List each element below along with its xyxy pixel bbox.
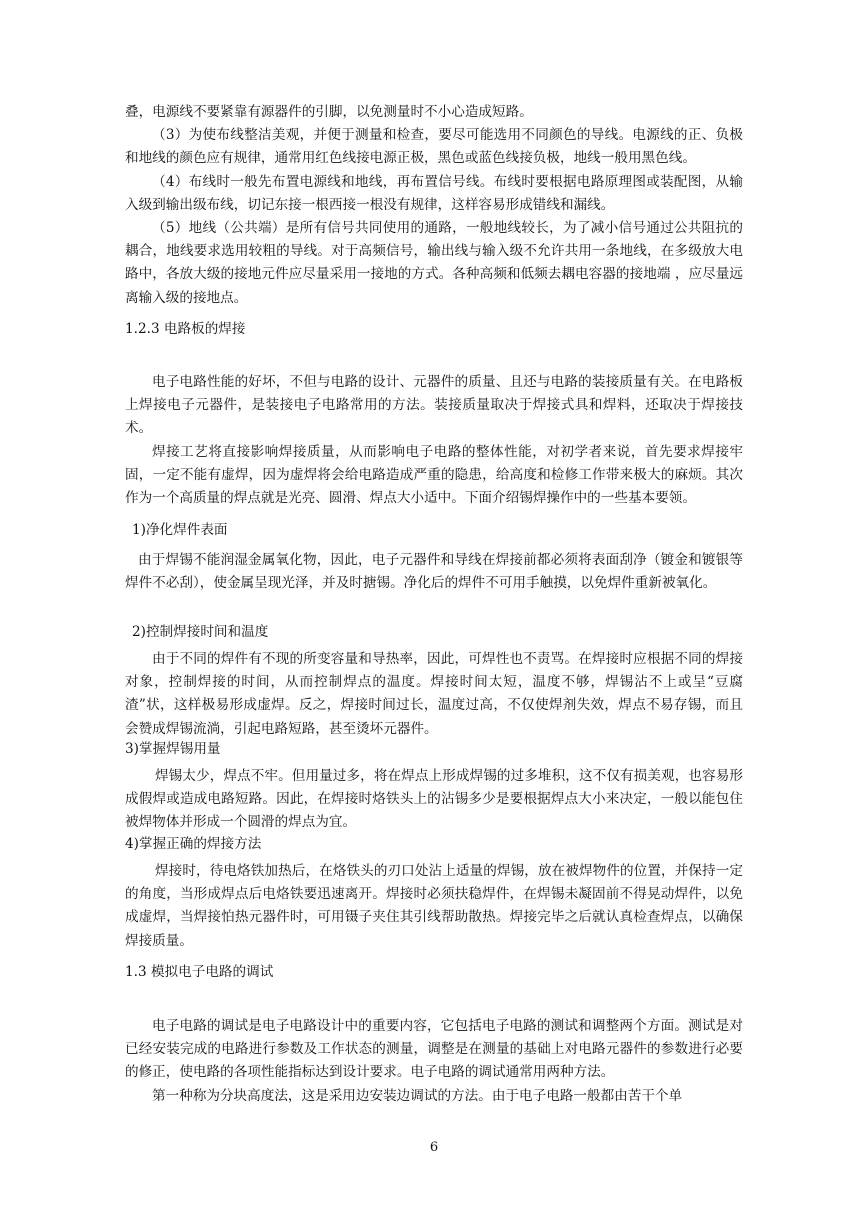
soldering-intro-paragraph-1: 电子电路性能的好坏，不但与电路的设计、元器件的质量、且还与电路的装接质量有关。在电路板上焊接电子元器件，是装接电子电路常用的方法。装接质量取决于焊接式具和焊料，还取决于焊接技术。 — [125, 374, 743, 437]
paragraph-item-5: （5）地线（公共端）是所有信号共同使用的通路，一般地线较长，为了减小信号通过公共阻抗的耦合，地线要求选用较粗的导线。对于高频信号，输出线与输入级不允许共用一条地线，在多级放大电路中，各放大级的接地元件应尽量采用一接地的方式。各种高频和低频去耦电容器的接地端 ，应尽量远离输入级的接地点。 — [125, 220, 743, 306]
correct-method-text — [125, 860, 743, 953]
subheading-solder-amount: 3)掌握焊锡用量 — [125, 741, 221, 757]
wiring-paragraphs — [125, 101, 743, 310]
correct-method-paragraph: 焊接时，待电烙铁加热后，在烙铁头的刃口处沾上适量的焊锡，放在被焊物件的位置，并保持一定的角度，当形成焊点后电烙铁要迅速离开。焊接时必须扶稳焊件，在焊锡未凝固前不得晃动焊件，以免成虚焊，当焊接怕热元器件时，可用镊子夹住其引线帮助散热。焊接完毕之后就认真检查焊点，以确保焊接质量。 — [125, 863, 743, 949]
subheading-clean-surface: 1)净化焊件表面 — [132, 522, 228, 538]
clean-surface-text — [125, 549, 743, 595]
debugging-paragraph-1: 电子电路的调试是电子电路设计中的重要内容，它包括电子电路的测试和调整两个方面。测试是对已经安装完成的电路进行参数及工作状态的测量，调整是在测量的基础上对电路元器件的参数进行必要的修正，使电路的各项性能指标达到设计要求。电子电路的调试通常用两种方法。 — [125, 1018, 743, 1081]
debugging-paragraph-2: 第一种称为分块高度法，这是采用边安装边调试的方法。由于电子电路一般都由苦干个单 — [152, 1087, 683, 1104]
subheading-correct-method: 4)掌握正确的焊接方法 — [125, 836, 262, 852]
paragraph-item-3: （3）为使布线整洁美观，并便于测量和检查，要尽可能选用不同颜色的导线。电源线的正、负极和地线的颜色应有规律，通常用红色线接电源正极，黑色或蓝色线接负极，地线一般用黑色线。 — [125, 127, 743, 167]
time-temperature-text — [125, 648, 743, 741]
section-heading-1-3: 1.3 模拟电子电路的调试 — [125, 964, 274, 980]
soldering-intro-paragraph-2: 焊接工艺将直接影响焊接质量，从而影响电子电路的整体性能，对初学者来说，首先要求焊接牢固，一定不能有虚焊，因为虚焊将会给电路造成严重的隐患，给高度和检修工作带来极大的麻烦。其次作为一个高质量的焊点就是光亮、圆滑、焊点大小适中。下面介绍锡焊操作中的一些基本要领。 — [125, 443, 743, 507]
debugging-text — [125, 1015, 743, 1108]
clean-surface-paragraph: 由于焊锡不能润湿金属氧化物，因此，电子元器件和导线在焊接前都必须将表面刮净（镀金和镀银等焊件不必刮），使金属呈现光泽，并及时搪锡。净化后的焊件不可用手触摸，以免焊件重新被氧化。 — [125, 552, 743, 592]
subheading-time-temperature: 2)控制焊接时间和温度 — [132, 624, 269, 640]
solder-amount-paragraph: 焊锡太少，焊点不牢。但用量过多，将在焊点上形成焊锡的过多堆积，这不仅有损美观，也容易形成假焊或造成电路短路。因此，在焊接时烙铁头上的沾锡多少是要根据焊点大小来决定，一般以能包住被焊物体并形成一个圆滑的焊点为宜。 — [125, 768, 743, 831]
solder-amount-text — [125, 765, 743, 835]
paragraph-item-4: （4）布线时一般先布置电源线和地线，再布置信号线。布线时要根据电路原理图或装配图，从输入级到输出级布线，切记东接一根西接一根没有规律，这样容易形成错线和漏线。 — [125, 173, 743, 213]
page-number: 6 — [429, 1140, 439, 1155]
time-temperature-paragraph: 由于不同的焊件有不现的所变容量和导热率，因此，可焊性也不责骂。在焊接时应根据不同的焊接对象，控制焊接的时间，从而控制焊点的温度。焊接时间太短，温度不够，焊锡沾不上或呈“豆腐渣”状，这样极易形成虚焊。反之，焊接时间过长，温度过高，不仅使焊剂失效，焊点不易存锡，而且会赞成焊锡流淌，引起电路短路，甚至烫坏元器件。 — [125, 651, 743, 737]
soldering-intro — [125, 371, 743, 510]
section-heading-1-2-3: 1.2.3 电路板的焊接 — [125, 321, 246, 337]
paragraph-continuation: 叠，电源线不要紧靠有源器件的引脚，以免测量时不小心造成短路。 — [125, 104, 533, 120]
